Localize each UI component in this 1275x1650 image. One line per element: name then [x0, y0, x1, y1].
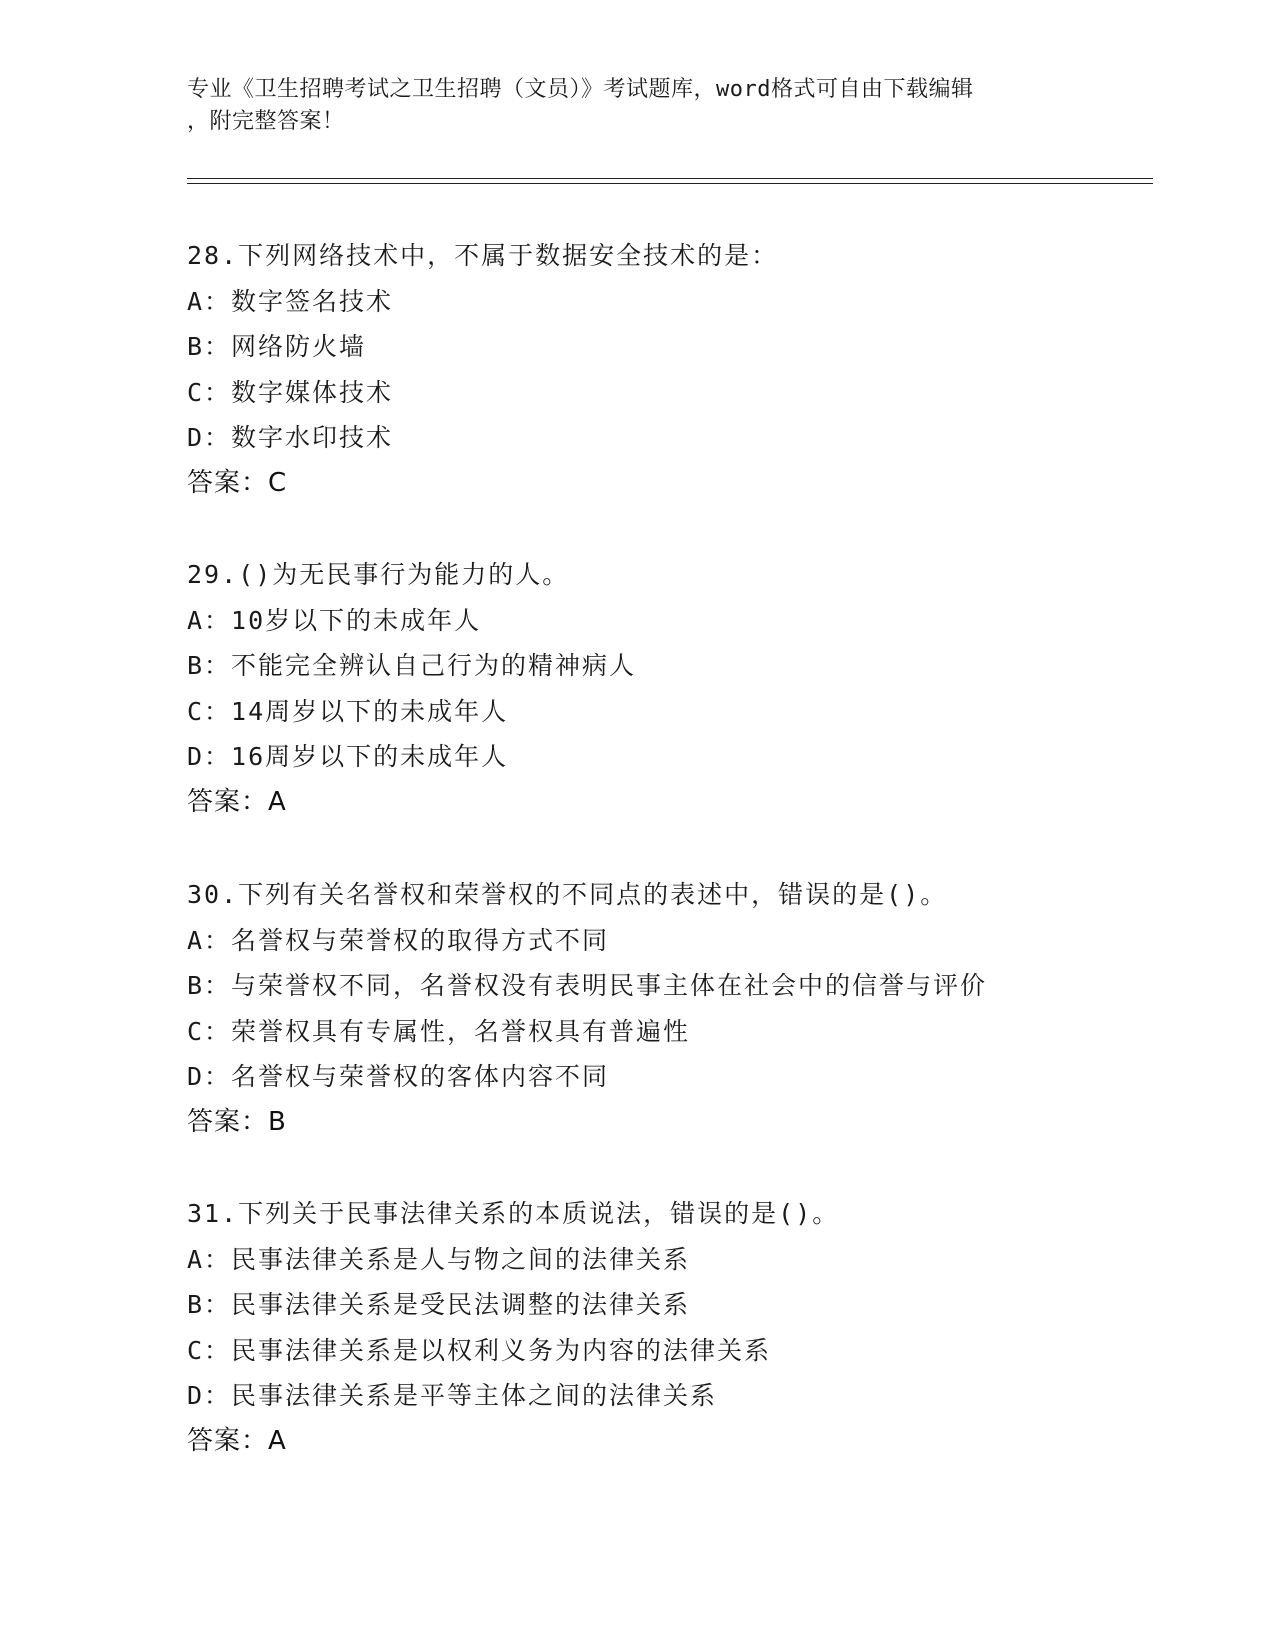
- option-d: D：数字水印技术: [187, 423, 394, 452]
- option-a: A：10岁以下的未成年人: [187, 605, 482, 635]
- header-note: [187, 74, 1087, 138]
- header-note-line-2: ，附完整答案！: [187, 109, 345, 134]
- option-d: D：名誉权与荣誉权的客体内容不同: [187, 1062, 610, 1091]
- answer: 答案：B: [187, 1106, 287, 1137]
- question-28: [187, 233, 1187, 506]
- answer: 答案：A: [187, 786, 287, 817]
- option-a: A：民事法律关系是人与物之间的法律关系: [187, 1244, 691, 1274]
- answer: 答案：A: [187, 1425, 287, 1456]
- option-a: A：数字签名技术: [187, 286, 394, 316]
- answer: 答案：C: [187, 467, 288, 498]
- option-b: B：与荣誉权不同，名誉权没有表明民事主体在社会中的信誉与评价: [187, 971, 988, 1000]
- header-divider-top: [187, 178, 1153, 179]
- question-30: [187, 872, 1187, 1145]
- question-31: [187, 1191, 1187, 1464]
- option-c: C：荣誉权具有专属性，名誉权具有普遍性: [187, 1016, 691, 1046]
- option-b: B：民事法律关系是受民法调整的法律关系: [187, 1290, 691, 1319]
- option-b: B：不能完全辨认自己行为的精神病人: [187, 651, 637, 680]
- question-stem: 28.下列网络技术中，不属于数据安全技术的是：: [187, 241, 779, 270]
- question-29: [187, 552, 1187, 825]
- option-c: C：14周岁以下的未成年人: [187, 696, 509, 726]
- question-stem: 29.()为无民事行为能力的人。: [187, 560, 570, 589]
- option-c: C：民事法律关系是以权利义务为内容的法律关系: [187, 1335, 772, 1365]
- question-stem: 30.下列有关名誉权和荣誉权的不同点的表述中，错误的是()。: [187, 880, 948, 909]
- option-d: D：民事法律关系是平等主体之间的法律关系: [187, 1381, 718, 1410]
- option-a: A：名誉权与荣誉权的取得方式不同: [187, 925, 610, 955]
- option-c: C：数字媒体技术: [187, 377, 394, 407]
- option-b: B：网络防火墙: [187, 332, 367, 361]
- header-note-line-1: 专业《卫生招聘考试之卫生招聘（文员）》考试题库，word格式可自由下载编辑: [187, 77, 974, 102]
- question-stem: 31.下列关于民事法律关系的本质说法，错误的是()。: [187, 1199, 840, 1228]
- option-d: D：16周岁以下的未成年人: [187, 742, 509, 771]
- header-divider-bottom: [187, 183, 1153, 184]
